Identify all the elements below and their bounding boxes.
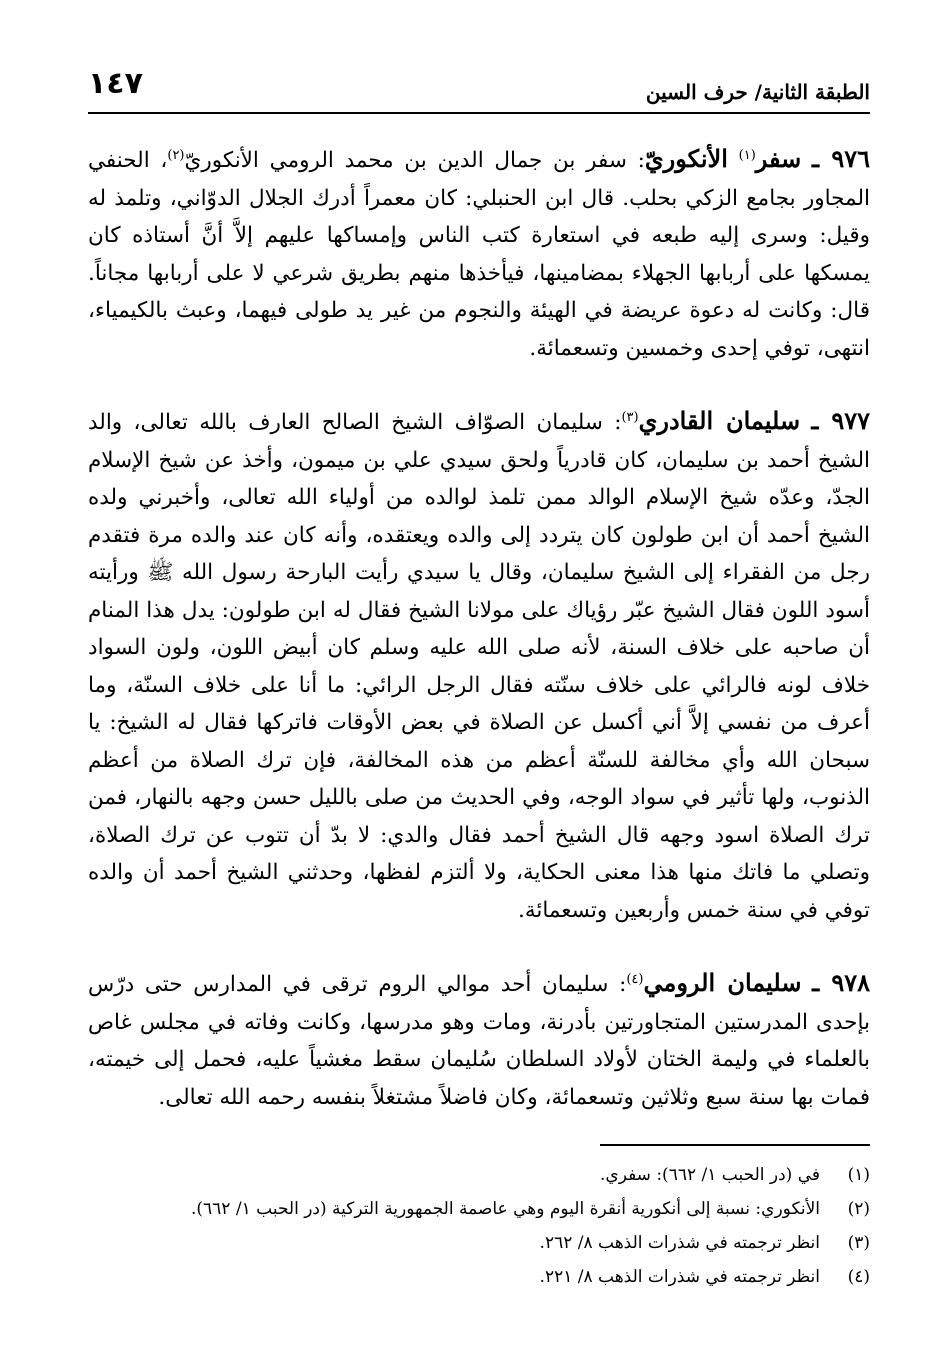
page-number: ١٤٧ — [88, 66, 143, 101]
entry-name: سليمان الرومي — [643, 968, 802, 997]
entry-number: ٩٧٨ ـ — [812, 968, 870, 997]
entry-number: ٩٧٦ ـ — [812, 144, 870, 173]
entry-name: سليمان القادري — [638, 406, 801, 435]
footnote-ref: (٢) — [167, 147, 185, 163]
footnotes — [88, 1158, 870, 1294]
footnote-mark: (٤) — [847, 1267, 870, 1287]
footnote-mark: (٣) — [847, 1233, 870, 1253]
footnote-item — [88, 1192, 870, 1226]
footnote-text: في (در الحبب ١/ ٦٦٢): سفري. — [599, 1165, 820, 1185]
entry-name: سفر — [755, 144, 802, 173]
footnote-ref: (٤) — [626, 971, 644, 987]
entry-text-continued: ، الحنفي المجاور بجامع الزكي بحلب. قال ابن الحنبلي: كان معمراً أدرك الجلال الدوّاني، وتلمذ له وقيل: وسرى إليه طبعه في استعارة كتب الناس وإمساكها عليهم إلاَّ أنَّ أستاذه كان يمسكها على أربابها الجهلاء بمضامينها، فيأخذها منهم بطريق شرعي لا على أربابها مجاناً. قال: وكانت له دعوة عريضة في الهيئة والنجوم من غير يد طولى فيهما، وعبث بالكيمياء، انتهى، توفي إحدى وخمسين وتسعمائة. — [88, 148, 870, 361]
footnote-item — [88, 1158, 870, 1192]
entry-number: ٩٧٧ ـ — [811, 406, 870, 435]
footnote-item — [88, 1226, 870, 1260]
footnote-text: انظر ترجمته في شذرات الذهب ٨/ ٢٢١. — [539, 1267, 820, 1287]
entry-name-nisba: الأنكوريّ — [644, 144, 728, 173]
footnote-mark: (٢) — [847, 1199, 870, 1219]
running-title: الطبقة الثانية/ حرف السين — [645, 80, 870, 104]
footnote-ref: (١) — [738, 147, 756, 163]
footnote-ref: (٣) — [621, 409, 639, 425]
footnote-item — [88, 1260, 870, 1294]
entry-text: : سفر بن جمال الدين بن محمد الرومي الأنكوريّ — [184, 148, 645, 173]
footnote-mark: (١) — [847, 1165, 870, 1185]
footnote-text: انظر ترجمته في شذرات الذهب ٨/ ٢٦٢. — [539, 1233, 820, 1253]
footnote-text: الأنكوري: نسبة إلى أنكورية أنقرة اليوم وهي عاصمة الجمهورية التركية (در الحبب ١/ ٦٦٢). — [190, 1199, 820, 1219]
entry-976 — [88, 140, 870, 367]
footnote-divider — [600, 1144, 870, 1146]
entry-text: : سليمان أحد موالي الروم ترقى في المدارس حتى درّس بإحدى المدرستين المتجاورتين بأدرنة، ومات وهو مدرسها، وكانت وفاته في مجلس غاص بالعلماء في وليمة الختان لأولاد السلطان سُليمان سقط مغشياً عليه، فحمل إلى خيمته، فمات بها سنة سبع وثلاثين وتسعمائة، وكان فاضلاً مشتغلاً بنفسه رحمه الله تعالى. — [88, 972, 870, 1110]
entry-text: : سليمان الصوّاف الشيخ الصالح العارف بالله تعالى، والد الشيخ أحمد بن سليمان، كان قادرياً ولحق سيدي علي بن ميمون، وأخذ عن شيخ الإسلام الجدّ، وعدّه شيخ الإسلام الوالد ممن تلمذ لوالده من أولياء الله تعالى، وأخبرني ولده الشيخ أحمد أن ابن طولون كان يتردد إلى والده ويعتقده، وأنه كان عند والده مرة فتقدم رجل من الفقراء إلى الشيخ سليمان، وقال يا سيدي رأيت البارحة رسول الله ﷺ ورأيته أسود اللون فقال الشيخ عبّر رؤياك على مولانا الشيخ فقال له ابن طولون: يدل هذا المنام أن صاحبه على خلاف السنة، لأنه صلى الله عليه وسلم كان أبيض اللون، ولون السواد خلاف لونه فالرائي على خلاف سنّته فقال الرجل الرائي: ما أنا على خلاف السنّة، وما أعرف من نفسي إلاَّ أني أكسل عن الصلاة في بعض الأوقات فاتركها فقال له الشيخ: يا سبحان الله وأي مخالفة للسنّة أعظم من هذه المخالفة، فإن ترك الصلاة من أعظم الذنوب، ولها تأثير في سواد الوجه، وفي الحديث من صلى بالليل حسن وجهه بالنهار، فمن ترك الصلاة اسود وجهه قال الشيخ أحمد فقال والدي: لا بدّ أن تتوب عن ترك الصلاة، وتصلي ما فاتك منها هذا معنى الحكاية، ولا ألتزم لفظها، وحدثني الشيخ أحمد أن والده توفي في سنة خمس وأربعين وتسعمائة. — [88, 410, 870, 923]
entry-977 — [88, 402, 870, 929]
entry-978 — [88, 964, 870, 1116]
main-text — [88, 140, 870, 1151]
page-header — [88, 66, 870, 114]
